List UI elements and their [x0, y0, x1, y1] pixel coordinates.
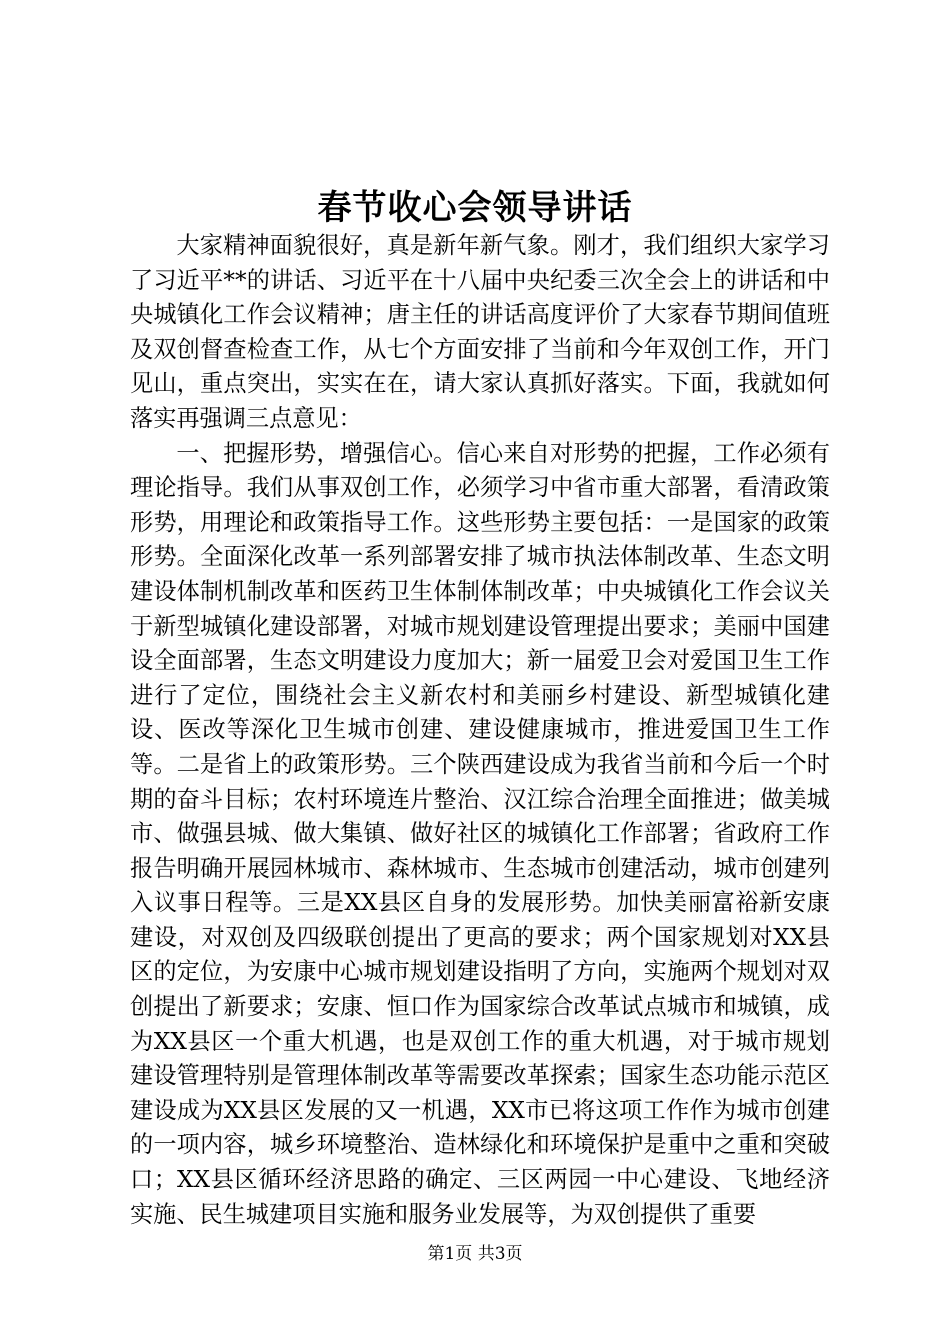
body-paragraph: 一、把握形势，增强信心。信心来自对形势的把握，工作必须有理论指导。我们从事双创工作，必须学习中省市重大部署，看清政策形势，用理论和政策指导工作。这些形势主要包括：一是国家的政策形势。全面深化改革一系列部署安排了城市执法体制改革、生态文明建设体制机制改革和医药卫生体制体制改革；中央城镇化工作会议关于新型城镇化建设部署，对城市规划建设管理提出要求；美丽中国建设全面部署，生态文明建设力度加大；新一届爱卫会对爱国卫生工作进行了定位，围绕社会主义新农村和美丽乡村建设、新型城镇化建设、医改等深化卫生城市创建、建设健康城市，推进爱国卫生工作等。二是省上的政策形势。三个陕西建设成为我省当前和今后一个时期的奋斗目标；农村环境连片整治、汉江综合治理全面推进；做美城市、做强县城、做大集镇、做好社区的城镇化工作部署；省政府工作报告明确开展园林城市、森林城市、生态城市创建活动，城市创建列入议事日程等。三是XX县区自身的发展形势。加快美丽富裕新安康建设，对双创及四级联创提出了更高的要求；两个国家规划对XX县区的定位，为安康中心城市规划建设指明了方向，实施两个规划对双创提出了新要求；安康、恒口作为国家综合改革试点城市和城镇，成为XX县区一个重大机遇，也是双创工作的重大机遇，对于城市规划建设管理特别是管理体制改革等需要改革探索；国家生态功能示范区建设成为XX县区发展的又一机遇，XX市已将这项工作作为城市创建的一项内容，城乡环境整治、造林绿化和环境保护是重中之重和突破口；XX县区循环经济思路的确定、三区两园一中心建设、飞地经济实施、民生城建项目实施和服务业发展等，为双创提供了重要: [130, 439, 830, 1228]
page-title: 春节收心会领导讲话: [317, 188, 633, 228]
page-number-footer: 第1页 共3页: [427, 1244, 523, 1264]
document-body: [130, 229, 830, 1232]
body-paragraph: 大家精神面貌很好，真是新年新气象。刚才，我们组织大家学习了习近平**的讲话、习近平在十八届中央纪委三次全会上的讲话和中央城镇化工作会议精神；唐主任的讲话高度评价了大家春节期间值班及双创督查检查工作，从七个方面安排了当前和今年双创工作，开门见山，重点突出，实实在在，请大家认真抓好落实。下面，我就如何落实再强调三点意见：: [130, 232, 830, 432]
